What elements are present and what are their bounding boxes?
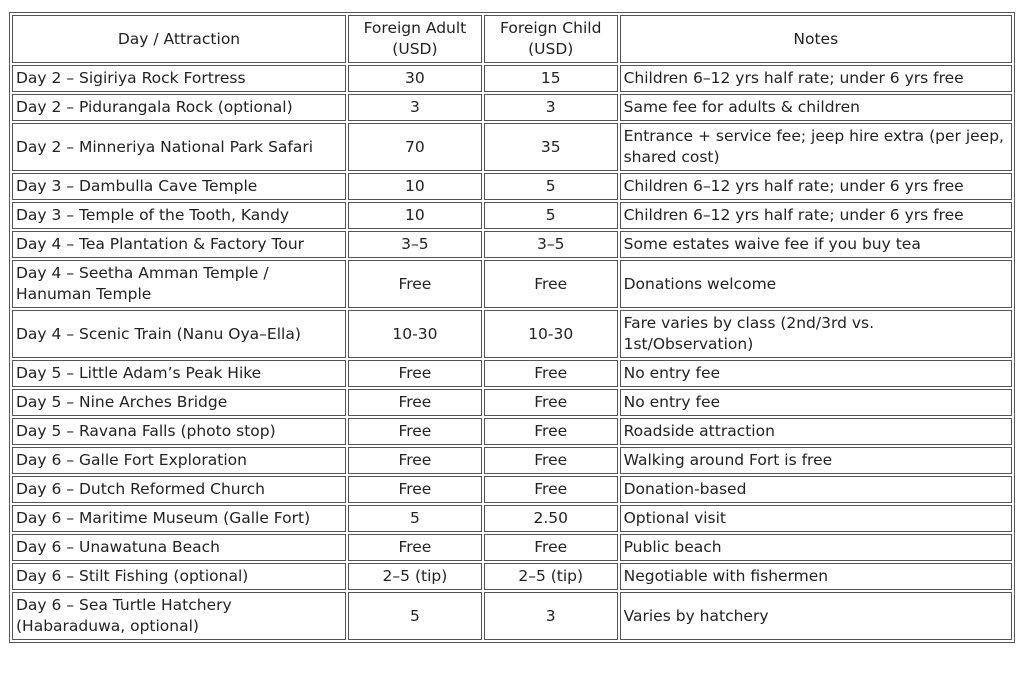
- cell-notes: Children 6–12 yrs half rate; under 6 yrs free: [620, 173, 1012, 200]
- entrance-fees-table: [9, 12, 1015, 643]
- cell-child-fee: Free: [484, 260, 618, 308]
- cell-child-fee: Free: [484, 476, 618, 503]
- cell-child-fee: Free: [484, 418, 618, 445]
- cell-child-fee: Free: [484, 534, 618, 561]
- cell-attraction: Day 6 – Unawatuna Beach: [12, 534, 346, 561]
- cell-notes: Donation-based: [620, 476, 1012, 503]
- cell-child-fee: 5: [484, 202, 618, 229]
- cell-notes: Negotiable with fishermen: [620, 563, 1012, 590]
- table-row: [12, 418, 1012, 445]
- cell-child-fee: Free: [484, 447, 618, 474]
- cell-child-fee: Free: [484, 360, 618, 387]
- table-row: [12, 447, 1012, 474]
- cell-notes: No entry fee: [620, 389, 1012, 416]
- table-row: [12, 173, 1012, 200]
- header-notes: Notes: [620, 15, 1012, 63]
- cell-adult-fee: 10-30: [348, 310, 482, 358]
- cell-adult-fee: 30: [348, 65, 482, 92]
- cell-child-fee: 2–5 (tip): [484, 563, 618, 590]
- cell-attraction: Day 2 – Pidurangala Rock (optional): [12, 94, 346, 121]
- table-row: [12, 389, 1012, 416]
- cell-notes: Optional visit: [620, 505, 1012, 532]
- table-row: [12, 310, 1012, 358]
- cell-adult-fee: 10: [348, 173, 482, 200]
- table-row: [12, 563, 1012, 590]
- header-foreign-adult: Foreign Adult (USD): [348, 15, 482, 63]
- cell-notes: No entry fee: [620, 360, 1012, 387]
- cell-attraction: Day 6 – Sea Turtle Hatchery (Habaraduwa, optional): [12, 592, 346, 640]
- cell-adult-fee: Free: [348, 534, 482, 561]
- cell-notes: Same fee for adults & children: [620, 94, 1012, 121]
- cell-adult-fee: 2–5 (tip): [348, 563, 482, 590]
- entrance-fees-table-container: [9, 12, 1015, 643]
- table-row: [12, 534, 1012, 561]
- table-row: [12, 123, 1012, 171]
- cell-child-fee: 2.50: [484, 505, 618, 532]
- table-row: [12, 94, 1012, 121]
- cell-attraction: Day 3 – Temple of the Tooth, Kandy: [12, 202, 346, 229]
- header-attraction: Day / Attraction: [12, 15, 346, 63]
- cell-child-fee: 3: [484, 94, 618, 121]
- table-row: [12, 505, 1012, 532]
- cell-notes: Roadside attraction: [620, 418, 1012, 445]
- cell-child-fee: 5: [484, 173, 618, 200]
- table-row: [12, 65, 1012, 92]
- cell-notes: Entrance + service fee; jeep hire extra (per jeep, shared cost): [620, 123, 1012, 171]
- table-row: [12, 260, 1012, 308]
- cell-attraction: Day 4 – Seetha Amman Temple / Hanuman Temple: [12, 260, 346, 308]
- cell-attraction: Day 5 – Little Adam’s Peak Hike: [12, 360, 346, 387]
- cell-attraction: Day 6 – Dutch Reformed Church: [12, 476, 346, 503]
- table-row: [12, 360, 1012, 387]
- cell-adult-fee: 5: [348, 592, 482, 640]
- table-row: [12, 592, 1012, 640]
- header-row: [12, 15, 1012, 63]
- cell-attraction: Day 5 – Ravana Falls (photo stop): [12, 418, 346, 445]
- cell-notes: Walking around Fort is free: [620, 447, 1012, 474]
- table-row: [12, 231, 1012, 258]
- cell-attraction: Day 2 – Sigiriya Rock Fortress: [12, 65, 346, 92]
- cell-adult-fee: Free: [348, 360, 482, 387]
- cell-attraction: Day 5 – Nine Arches Bridge: [12, 389, 346, 416]
- table-row: [12, 202, 1012, 229]
- cell-attraction: Day 4 – Scenic Train (Nanu Oya–Ella): [12, 310, 346, 358]
- cell-notes: Fare varies by class (2nd/3rd vs. 1st/Observation): [620, 310, 1012, 358]
- cell-child-fee: 3–5: [484, 231, 618, 258]
- cell-attraction: Day 6 – Stilt Fishing (optional): [12, 563, 346, 590]
- cell-adult-fee: Free: [348, 260, 482, 308]
- cell-attraction: Day 2 – Minneriya National Park Safari: [12, 123, 346, 171]
- cell-adult-fee: 10: [348, 202, 482, 229]
- cell-notes: Donations welcome: [620, 260, 1012, 308]
- cell-notes: Children 6–12 yrs half rate; under 6 yrs free: [620, 202, 1012, 229]
- cell-notes: Children 6–12 yrs half rate; under 6 yrs free: [620, 65, 1012, 92]
- cell-adult-fee: 3–5: [348, 231, 482, 258]
- cell-notes: Public beach: [620, 534, 1012, 561]
- cell-child-fee: 35: [484, 123, 618, 171]
- cell-notes: Some estates waive fee if you buy tea: [620, 231, 1012, 258]
- cell-notes: Varies by hatchery: [620, 592, 1012, 640]
- cell-child-fee: 15: [484, 65, 618, 92]
- cell-attraction: Day 3 – Dambulla Cave Temple: [12, 173, 346, 200]
- cell-adult-fee: 70: [348, 123, 482, 171]
- cell-attraction: Day 6 – Maritime Museum (Galle Fort): [12, 505, 346, 532]
- cell-adult-fee: Free: [348, 447, 482, 474]
- cell-attraction: Day 4 – Tea Plantation & Factory Tour: [12, 231, 346, 258]
- header-foreign-child: Foreign Child (USD): [484, 15, 618, 63]
- cell-adult-fee: Free: [348, 418, 482, 445]
- cell-child-fee: Free: [484, 389, 618, 416]
- cell-adult-fee: Free: [348, 476, 482, 503]
- cell-adult-fee: 5: [348, 505, 482, 532]
- cell-child-fee: 3: [484, 592, 618, 640]
- cell-adult-fee: 3: [348, 94, 482, 121]
- table-row: [12, 476, 1012, 503]
- cell-attraction: Day 6 – Galle Fort Exploration: [12, 447, 346, 474]
- cell-adult-fee: Free: [348, 389, 482, 416]
- cell-child-fee: 10-30: [484, 310, 618, 358]
